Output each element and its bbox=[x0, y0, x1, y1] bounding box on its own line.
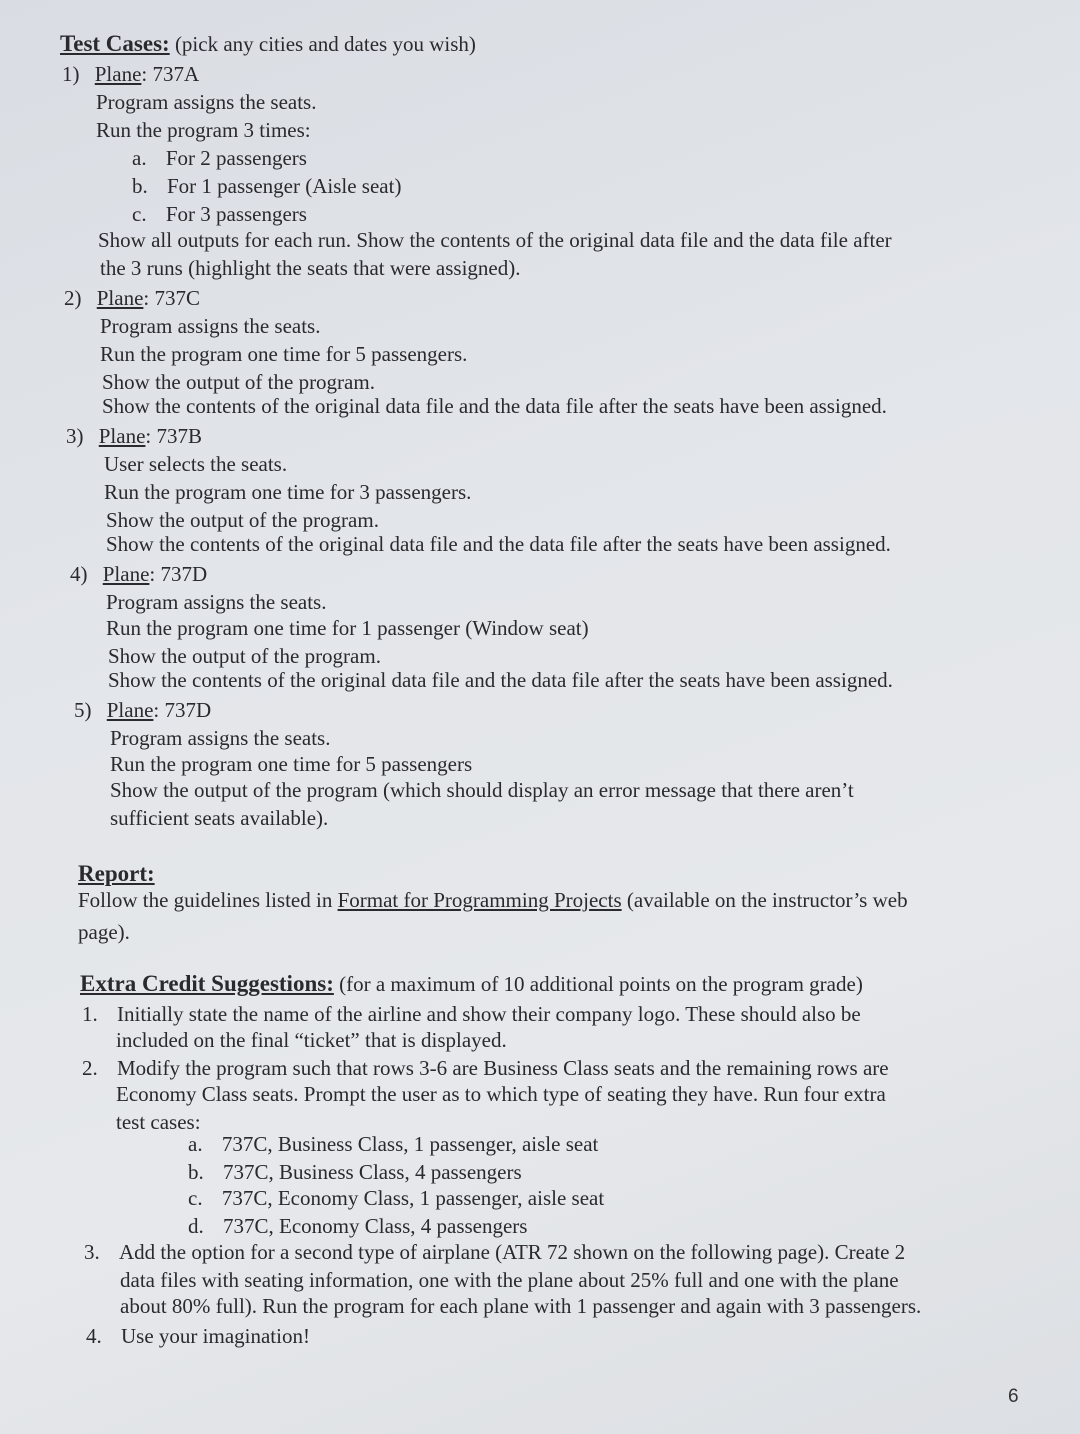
item-text: data files with seating information, one with the plane about 25% full and one with the plane bbox=[120, 1268, 899, 1292]
subitem-text: For 3 passengers bbox=[165, 202, 307, 226]
plane-value: : 737C bbox=[143, 286, 200, 310]
extra-credit-item-4 bbox=[86, 1322, 310, 1350]
subitem-text: For 1 passenger (Aisle seat) bbox=[167, 174, 402, 198]
test-case-line: Run the program 3 times: bbox=[96, 118, 311, 142]
test-case-line: Program assigns the seats. bbox=[96, 90, 317, 114]
test-case-2-title bbox=[64, 284, 200, 312]
test-case-line: Program assigns the seats. bbox=[110, 726, 331, 750]
test-case-line: Show the contents of the original data file and the data file after the seats have been assigned. bbox=[106, 532, 891, 556]
extra-credit-item-1 bbox=[82, 1000, 861, 1028]
subitem bbox=[188, 1184, 604, 1212]
test-case-5-title bbox=[74, 696, 211, 724]
extra-credit-item-3 bbox=[84, 1238, 905, 1266]
test-case-line: Show the output of the program (which should display an error message that there aren’t bbox=[110, 778, 854, 802]
item-text: Use your imagination! bbox=[121, 1324, 310, 1348]
test-case-3-title bbox=[66, 422, 202, 450]
subitem-letter: a. bbox=[188, 1132, 203, 1156]
item-number: 1. bbox=[82, 1002, 98, 1026]
plane-label: Plane bbox=[94, 62, 142, 86]
test-case-number: 2) bbox=[64, 286, 82, 310]
subitem bbox=[132, 172, 401, 200]
subitem-text: 737C, Economy Class, 1 passenger, aisle seat bbox=[221, 1186, 605, 1210]
item-text: Economy Class seats. Prompt the user as to which type of seating they have. Run four extra bbox=[116, 1082, 886, 1106]
item-text: included on the final “ticket” that is displayed. bbox=[116, 1028, 507, 1052]
subitem-letter: a. bbox=[132, 146, 147, 170]
test-case-line: Show the contents of the original data file and the data file after the seats have been assigned. bbox=[108, 668, 893, 692]
test-case-number: 1) bbox=[62, 62, 80, 86]
subitem bbox=[132, 200, 307, 228]
page-number: 6 bbox=[1008, 1386, 1019, 1407]
plane-value: : 737D bbox=[149, 562, 208, 586]
test-case-line: Show the output of the program. bbox=[102, 370, 375, 394]
test-case-line: Run the program one time for 5 passengers bbox=[110, 752, 473, 776]
subitem-text: 737C, Economy Class, 4 passengers bbox=[223, 1214, 528, 1238]
test-case-line: Run the program one time for 5 passengers. bbox=[100, 342, 468, 366]
subitem bbox=[188, 1130, 598, 1158]
subitem bbox=[188, 1212, 527, 1240]
report-text-line bbox=[78, 886, 908, 914]
test-cases-heading: Test Cases: bbox=[60, 31, 170, 56]
item-number: 2. bbox=[82, 1056, 98, 1080]
plane-label: Plane bbox=[98, 424, 146, 448]
report-heading: Report: bbox=[78, 861, 155, 886]
plane-label: Plane bbox=[106, 698, 154, 722]
extra-credit-heading: Extra Credit Suggestions: bbox=[80, 971, 334, 996]
test-case-line: Run the program one time for 1 passenger (Window seat) bbox=[106, 616, 589, 640]
item-text: Add the option for a second type of airplane (ATR 72 shown on the following page). Create 2 bbox=[119, 1240, 906, 1264]
item-text: test cases: bbox=[116, 1110, 201, 1134]
test-case-line: Run the program one time for 3 passengers. bbox=[104, 480, 472, 504]
test-case-number: 3) bbox=[66, 424, 84, 448]
subitem-text: For 2 passengers bbox=[165, 146, 307, 170]
extra-credit-item-2 bbox=[82, 1054, 889, 1082]
item-text: about 80% full). Run the program for each plane with 1 passenger and again with 3 passengers. bbox=[120, 1294, 922, 1318]
subitem-letter: c. bbox=[132, 202, 147, 226]
test-case-number: 5) bbox=[74, 698, 92, 722]
report-text-line-2: page). bbox=[78, 920, 130, 944]
subitem-letter: c. bbox=[188, 1186, 203, 1210]
test-case-line: User selects the seats. bbox=[104, 452, 288, 476]
item-text: Initially state the name of the airline and show their company logo. These should also be bbox=[117, 1002, 861, 1026]
subitem bbox=[132, 144, 307, 172]
test-case-number: 4) bbox=[70, 562, 88, 586]
test-case-line: Show all outputs for each run. Show the contents of the original data file and the data file after bbox=[98, 228, 892, 252]
subitem-text: 737C, Business Class, 1 passenger, aisle seat bbox=[221, 1132, 599, 1156]
test-case-line: the 3 runs (highlight the seats that were assigned). bbox=[100, 256, 521, 280]
plane-label: Plane bbox=[102, 562, 150, 586]
test-cases-note: (pick any cities and dates you wish) bbox=[174, 32, 476, 56]
test-case-1-title bbox=[62, 60, 199, 88]
plane-value: : 737B bbox=[145, 424, 202, 448]
extra-credit-heading-line bbox=[80, 970, 863, 998]
subitem-letter: d. bbox=[188, 1214, 204, 1238]
subitem-text: 737C, Business Class, 4 passengers bbox=[223, 1160, 522, 1184]
test-case-line: Program assigns the seats. bbox=[100, 314, 321, 338]
test-cases-heading-line bbox=[60, 30, 476, 58]
format-link[interactable]: Format for Programming Projects bbox=[337, 888, 622, 912]
test-case-4-title bbox=[70, 560, 207, 588]
test-case-line: Program assigns the seats. bbox=[106, 590, 327, 614]
test-case-line: Show the output of the program. bbox=[106, 508, 379, 532]
test-case-line: sufficient seats available). bbox=[110, 806, 329, 830]
report-heading-line bbox=[78, 860, 155, 888]
report-text: (available on the instructor’s web bbox=[621, 888, 908, 912]
plane-value: : 737D bbox=[153, 698, 212, 722]
test-case-line: Show the output of the program. bbox=[108, 644, 381, 668]
item-number: 3. bbox=[84, 1240, 100, 1264]
item-text: Modify the program such that rows 3-6 are Business Class seats and the remaining rows are bbox=[117, 1056, 889, 1080]
subitem bbox=[188, 1158, 522, 1186]
extra-credit-note: (for a maximum of 10 additional points on the program grade) bbox=[333, 972, 863, 996]
subitem-letter: b. bbox=[188, 1160, 204, 1184]
plane-value: : 737A bbox=[141, 62, 200, 86]
subitem-letter: b. bbox=[132, 174, 148, 198]
report-text: Follow the guidelines listed in bbox=[78, 888, 338, 912]
plane-label: Plane bbox=[96, 286, 144, 310]
test-case-line: Show the contents of the original data file and the data file after the seats have been assigned. bbox=[102, 394, 887, 418]
item-number: 4. bbox=[86, 1324, 102, 1348]
